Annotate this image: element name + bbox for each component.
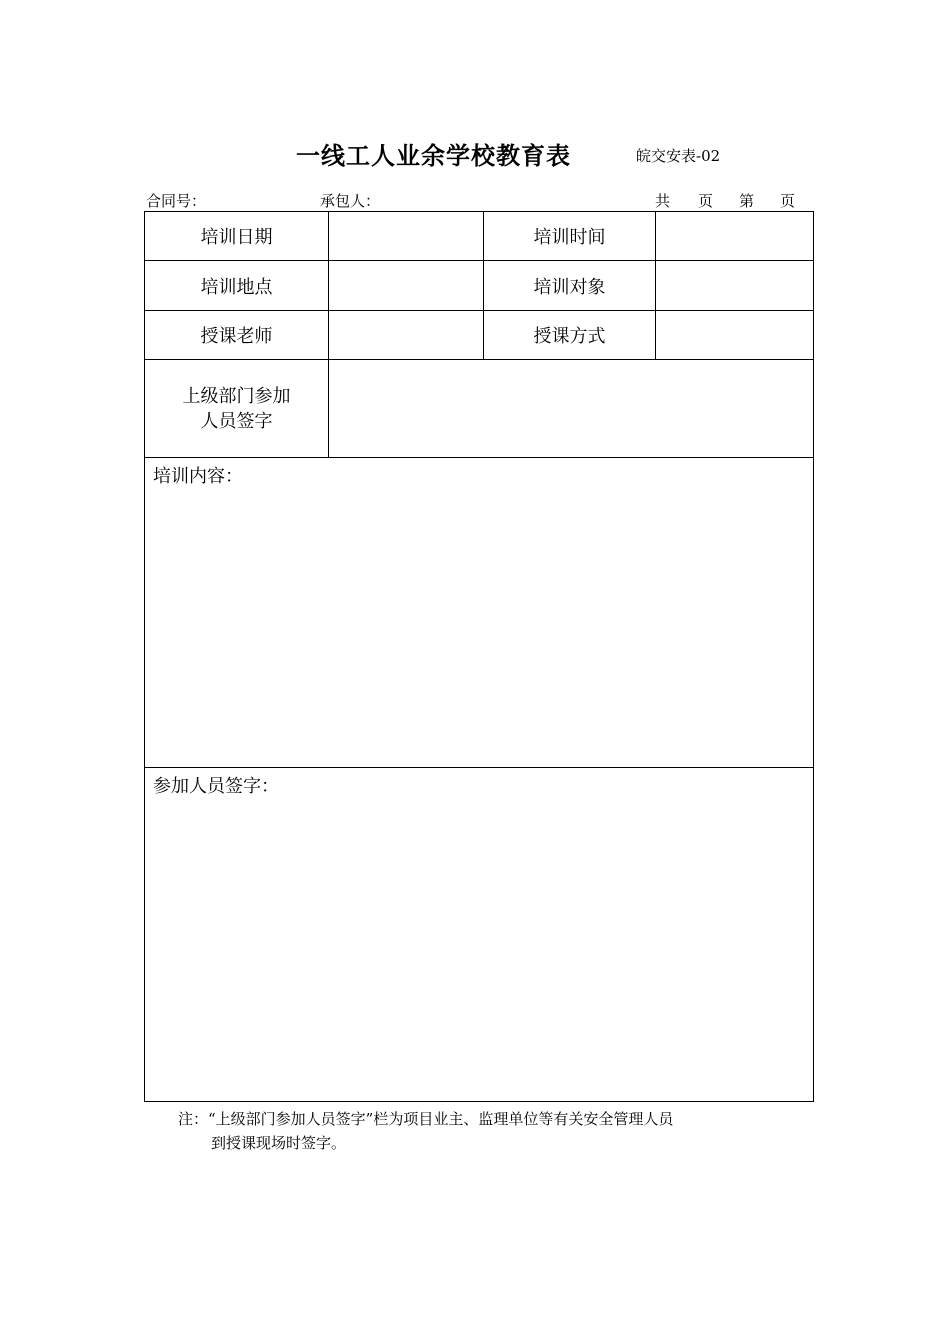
supervisor-sign-label-line2: 人员签字 bbox=[200, 410, 273, 432]
form-code: 皖交安表-02 bbox=[636, 147, 721, 165]
training-content-block[interactable] bbox=[145, 458, 813, 768]
table-row-instructor bbox=[145, 311, 813, 360]
instructor-field[interactable] bbox=[329, 311, 484, 359]
supervisor-sign-field[interactable] bbox=[329, 360, 813, 457]
education-form-table bbox=[144, 211, 814, 1102]
instructor-label: 授课老师 bbox=[145, 311, 329, 359]
teaching-method-label: 授课方式 bbox=[484, 311, 656, 359]
supervisor-sign-label bbox=[145, 360, 329, 457]
form-title: 一线工人业余学校教育表 bbox=[296, 142, 571, 170]
teaching-method-field[interactable] bbox=[656, 311, 813, 359]
table-row-training-location bbox=[145, 261, 813, 311]
page-unit-label: 页 bbox=[698, 192, 714, 210]
training-location-field[interactable] bbox=[329, 261, 484, 310]
page-unit-label-2: 页 bbox=[780, 192, 796, 210]
training-time-label: 培训时间 bbox=[484, 212, 656, 260]
training-audience-field[interactable] bbox=[656, 261, 813, 310]
training-date-field[interactable] bbox=[329, 212, 484, 260]
training-audience-label: 培训对象 bbox=[484, 261, 656, 310]
page-total-label: 共 bbox=[655, 192, 671, 210]
footnote-line2: 到授课现场时签字。 bbox=[211, 1134, 347, 1152]
page-counter bbox=[655, 190, 795, 211]
page-nth-label: 第 bbox=[739, 192, 755, 210]
training-content-label: 培训内容： bbox=[153, 466, 243, 487]
participants-sign-label: 参加人员签字： bbox=[153, 776, 279, 797]
contract-number-label: 合同号： bbox=[146, 192, 207, 210]
footnote bbox=[178, 1107, 673, 1155]
supervisor-sign-label-line1: 上级部门参加 bbox=[182, 385, 291, 407]
footnote-line1: 注：“上级部门参加人员签字”栏为项目业主、监理单位等有关安全管理人员 bbox=[178, 1110, 674, 1128]
participants-sign-block[interactable] bbox=[145, 768, 813, 1101]
training-location-label: 培训地点 bbox=[145, 261, 329, 310]
table-row-training-date bbox=[145, 212, 813, 261]
table-row-supervisor-sign bbox=[145, 360, 813, 458]
contractor-label: 承包人： bbox=[320, 192, 381, 210]
training-date-label: 培训日期 bbox=[145, 212, 329, 260]
training-time-field[interactable] bbox=[656, 212, 813, 260]
